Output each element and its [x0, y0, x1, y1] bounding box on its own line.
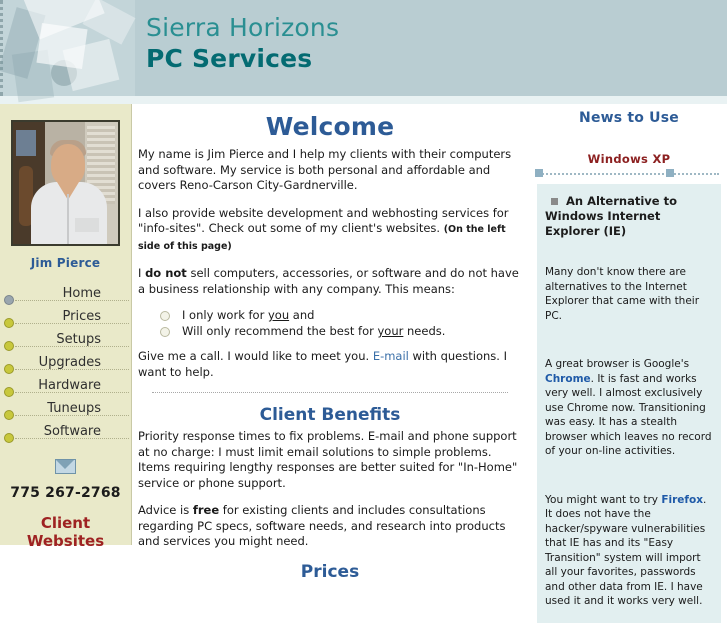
- sidebar-item-hardware[interactable]: [0, 376, 131, 399]
- sidebar-item-label: Upgrades: [38, 355, 101, 370]
- site-title-line2: PC Services: [146, 44, 313, 73]
- cta-pre: Give me a call. I would like to meet you.: [138, 349, 373, 363]
- sidebar-item-tuneups[interactable]: [0, 399, 131, 422]
- news-article-box: [537, 184, 721, 623]
- decorative-rule: [535, 169, 727, 178]
- windows-xp-heading: Windows XP: [587, 152, 671, 166]
- sidebar-item-label: Home: [62, 286, 101, 301]
- dotted-line: [539, 173, 719, 175]
- bullet1-underline: you: [267, 308, 290, 322]
- para3-pre: You might want to try: [545, 493, 662, 506]
- website-services-text: I also provide website development and webhosting services for "info-sites". Check out some of my client's websites.: [138, 205, 509, 235]
- no-sales-paragraph: [138, 266, 522, 297]
- firefox-link[interactable]: Firefox: [661, 493, 703, 506]
- owner-name: Jim Pierce: [30, 256, 101, 270]
- para2-post: . It is fast and works very well. I almost exclusively use Chrome now. Transitioning was easy. It has a stealth browser which leaves no record of your on-line activities.: [545, 372, 712, 457]
- site-header: [0, 0, 727, 96]
- article-paragraph-2: [545, 357, 713, 459]
- cta-post: with questions. I want to help.: [138, 349, 507, 379]
- square-bullet-icon: [551, 198, 558, 205]
- sidebar-nav: [0, 284, 131, 445]
- bullet1-post: and: [289, 308, 315, 322]
- advice-pre: Advice is: [138, 503, 193, 517]
- list-item: [160, 323, 522, 339]
- website-services-paragraph: [138, 206, 522, 255]
- client-benefits-paragraph: Priority response times to fix problems. E-mail and phone support at no charge: I must limit email solutions to simple problems. Items requiring lengthy responses are better suited for "In-Home" service or phone support.: [138, 429, 518, 490]
- main-content: [132, 104, 530, 582]
- photo-collage-image: [0, 0, 135, 96]
- client-websites-link[interactable]: Client Websites: [26, 514, 105, 550]
- email-inline-link[interactable]: E-mail: [372, 349, 409, 363]
- chrome-link[interactable]: Chrome: [545, 372, 591, 385]
- bullet1-pre: I only work for: [182, 308, 268, 322]
- square-marker-icon: [535, 169, 543, 177]
- header-divider: [0, 96, 727, 104]
- sidebar-item-label: Hardware: [38, 378, 101, 393]
- article-heading-text: An Alternative to Windows Internet Explorer (IE): [545, 194, 677, 238]
- page-title: Welcome: [265, 112, 395, 141]
- para3-post: . It does not have the hacker/spyware vulnerabilities that IE has and its "Easy Transition" system will import all your favorites, passwords and other data from IE. I have used it and it works very well.: [545, 493, 707, 607]
- article-paragraph-3: [545, 493, 713, 609]
- article-heading: [545, 194, 713, 239]
- sidebar-item-upgrades[interactable]: [0, 353, 131, 376]
- call-to-action-paragraph: [138, 349, 522, 380]
- prices-heading: Prices: [300, 561, 360, 582]
- sidebar-item-software[interactable]: [0, 422, 131, 445]
- bullet2-post: needs.: [403, 324, 446, 338]
- do-not-emphasis: do not: [145, 266, 187, 280]
- jim-pierce-portrait: [11, 120, 120, 246]
- sidebar-item-label: Prices: [62, 309, 101, 324]
- envelope-icon: [55, 459, 76, 474]
- intro-paragraph: My name is Jim Pierce and I help my clients with their computers and software. My service is both personal and affordable and covers Reno-Carson City-Gardnerville.: [138, 147, 512, 192]
- section-divider: [152, 392, 508, 393]
- bullet2-underline: your: [377, 324, 404, 338]
- free-emphasis: free: [192, 503, 220, 517]
- right-sidebar: [531, 104, 727, 607]
- square-marker-icon: [666, 169, 674, 177]
- left-side-note: (On the left side of this page): [138, 224, 506, 252]
- site-title-block: [146, 13, 339, 74]
- article-paragraph-1: Many don't know there are alternatives to the Internet Explorer that came with their PC.: [545, 266, 700, 322]
- advice-post: for existing clients and includes consultations regarding PC specs, software needs, and research into products and services you might need.: [138, 503, 506, 548]
- email-link[interactable]: [0, 456, 131, 475]
- sidebar-item-prices[interactable]: [0, 307, 131, 330]
- client-benefits-heading: Client Benefits: [259, 405, 401, 425]
- content-columns: [0, 104, 727, 607]
- advice-paragraph: [138, 503, 522, 550]
- sidebar-item-label: Setups: [56, 332, 101, 347]
- left-sidebar: [0, 104, 132, 550]
- promise-list: [138, 307, 522, 339]
- sidebar-item-setups[interactable]: [0, 330, 131, 353]
- list-item: [160, 307, 522, 323]
- sidebar-item-home[interactable]: [0, 284, 131, 307]
- no-sales-post: sell computers, accessories, or software and do not have a business relationship with any company. This means:: [138, 266, 519, 296]
- no-sales-pre: I: [138, 266, 146, 280]
- sidebar-item-label: Tuneups: [47, 401, 101, 416]
- para2-pre: A great browser is Google's: [545, 358, 690, 370]
- phone-number: 775 267-2768: [10, 485, 121, 501]
- site-title-line1: Sierra Horizons: [146, 13, 340, 42]
- bullet2-pre: Will only recommend the best for: [182, 324, 378, 338]
- news-to-use-heading: News to Use: [579, 110, 679, 126]
- sidebar-item-label: Software: [43, 424, 101, 439]
